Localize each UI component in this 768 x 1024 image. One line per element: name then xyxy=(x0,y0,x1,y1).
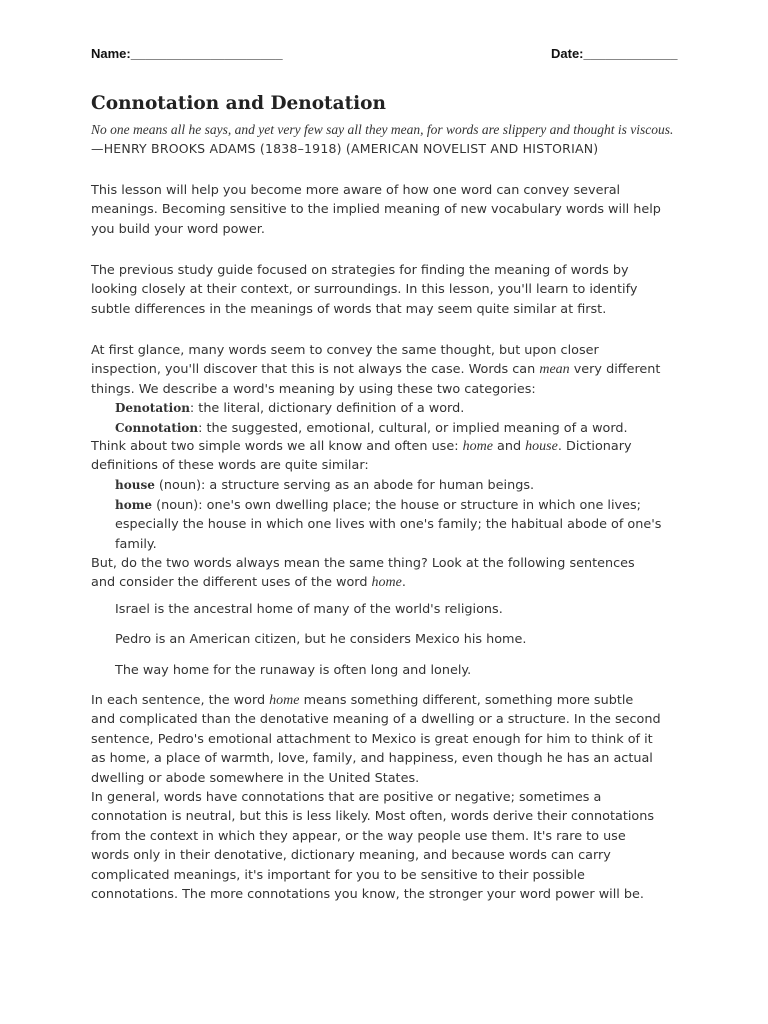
house-dictionary-entry xyxy=(115,476,675,495)
question-paragraph xyxy=(91,554,661,593)
dictionary-text: (noun): a structure serving as an abode for human beings. xyxy=(154,478,535,493)
definition-text: : the literal, dictionary definition of a word. xyxy=(189,401,465,416)
emphasis-word: home xyxy=(269,693,300,708)
text-segment: means something different, something more subtle and complicated than the denotative meaning of a dwelling or a structure. In the second sentence, Pedro's emotional attachment to Mexico is great enough for him to think of it as home, a place of warmth, love, family, and happiness, even though he has an actual dwelling or abode somewhere in the United States. xyxy=(91,693,661,786)
text-segment: and xyxy=(492,439,526,454)
text-segment: very different things. We describe a word's meaning by using these two categories: xyxy=(91,362,661,397)
conclusion-paragraph: In general, words have connotations that are positive or negative; sometimes a connotation is neutral, but this is less likely. Most often, words derive their connotations from the context in which they appear, or the way people use them. It's rare to use words only in their denotative, dictionary meaning, and because words can carry complicated meanings, it's important for you to be sensitive to their possible connotations. The more connotations you know, the stronger your word power will be. xyxy=(91,790,655,903)
example-sentence: The way home for the runaway is often long and lonely. xyxy=(115,663,472,678)
text-segment: In each sentence, the word xyxy=(91,693,270,708)
example-sentence: Pedro is an American citizen, but he considers Mexico his home. xyxy=(115,632,527,647)
connotation-definition xyxy=(115,419,675,438)
definition-term: Connotation xyxy=(115,421,199,435)
intro-paragraph: This lesson will help you become more aware of how one word can convey several meanings. Becoming sensitive to the implied meaning of new vocabulary words will help you build your word power. xyxy=(91,183,661,237)
dictionary-text: (noun): one's own dwelling place; the house or structure in which one lives; especially the house in which one lives with one's family; the habitual abode of one's family. xyxy=(115,498,662,552)
date-field-label: Date:_____________ xyxy=(551,46,678,61)
context-paragraph: The previous study guide focused on strategies for finding the meaning of words by looking closely at their context, or surroundings. In this lesson, you'll learn to identify subtle differences in the meanings of words that may seem quite similar at first. xyxy=(91,263,638,317)
explanation-paragraph xyxy=(91,691,661,788)
emphasis-word: home xyxy=(462,439,493,454)
name-field-label: Name:_____________________ xyxy=(91,46,283,61)
text-segment: But, do the two words always mean the same thing? Look at the following sentences and consider the different uses of the word xyxy=(91,556,635,591)
dictionary-term: house xyxy=(115,478,155,492)
text-segment: At first glance, many words seem to convey the same thought, but upon closer inspection, you'll discover that this is not always the case. Words can xyxy=(91,343,599,378)
definition-text: : the suggested, emotional, cultural, or implied meaning of a word. xyxy=(198,421,628,436)
categories-paragraph xyxy=(91,341,661,399)
definition-term: Denotation xyxy=(115,401,190,415)
emphasis-word: mean xyxy=(539,362,570,378)
dictionary-term: home xyxy=(115,498,153,512)
example-sentence: Israel is the ancestral home of many of the world's religions. xyxy=(115,602,503,617)
text-segment: Think about two simple words we all know and often use: xyxy=(91,439,463,454)
text-segment: . xyxy=(401,575,406,591)
emphasis-word: house xyxy=(525,439,558,454)
emphasis-word: home xyxy=(371,575,402,591)
home-dictionary-entry xyxy=(115,496,675,554)
denotation-definition xyxy=(115,399,675,418)
home-house-paragraph xyxy=(91,437,661,476)
epigraph-attribution: —HENRY BROOKS ADAMS (1838–1918) (AMERICAN NOVELIST AND HISTORIAN) xyxy=(91,141,599,156)
page-title: Connotation and Denotation xyxy=(91,93,386,114)
text-segment: . Dictionary definitions of these words are quite similar: xyxy=(91,439,632,474)
epigraph-quote: No one means all he says, and yet very few say all they mean, for words are slippery and thought is viscous. xyxy=(91,122,674,137)
